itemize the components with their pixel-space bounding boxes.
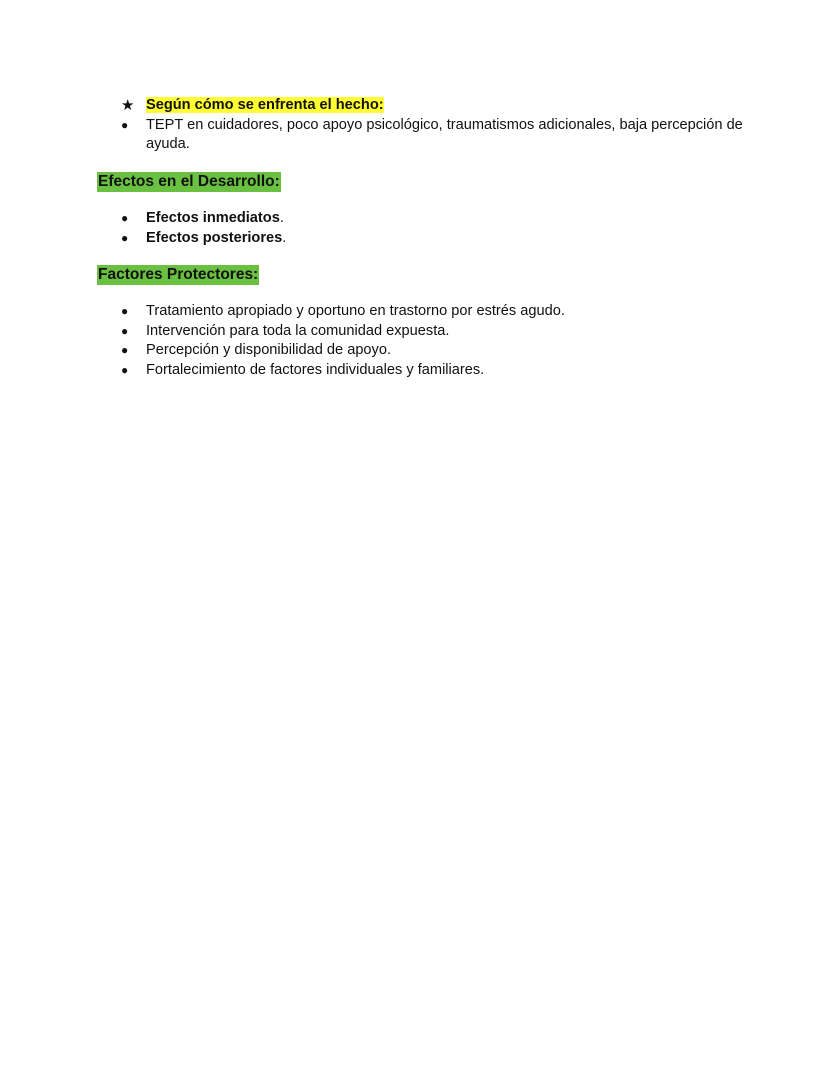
development-effects-list-wrap (97, 209, 767, 248)
bullet-icon: ● (121, 323, 129, 338)
protective-factors-list (97, 302, 767, 380)
development-effects-list (97, 209, 767, 248)
list-item-text: Tratamiento apropiado y oportuno en trastorno por estrés agudo. (146, 303, 565, 319)
bullet-icon: ● (121, 211, 129, 225)
list-item (97, 209, 767, 229)
list-item-bold: Efectos inmediatos (146, 210, 280, 226)
list-item-text: Intervención para toda la comunidad expuesta. (146, 322, 450, 339)
list-item-text: TEPT en cuidadores, poco apoyo psicológico, traumatismos adicionales, baja percepción de ayuda. (146, 116, 743, 152)
bullet-icon: ● (121, 343, 129, 357)
list-item (97, 361, 767, 381)
section-heading: Factores Protectores: (98, 266, 259, 283)
list-item-star (97, 96, 767, 116)
bullet-icon: ● (121, 304, 129, 318)
list-item (97, 302, 767, 322)
star-icon: ★ (121, 97, 135, 114)
star-item-label: Según cómo se enfrenta el hecho: (146, 97, 384, 113)
protective-factors-list-wrap (97, 302, 767, 380)
section-coping (97, 96, 767, 155)
list-item (97, 116, 767, 155)
list-item-bold: Efectos posteriores (146, 229, 283, 246)
coping-list (97, 96, 767, 155)
section-development-effects (97, 172, 767, 192)
list-item-tail: . (282, 229, 287, 246)
list-item-text: Percepción y disponibilidad de apoyo. (146, 342, 392, 358)
list-item-tail: . (279, 210, 284, 226)
bullet-icon: ● (121, 230, 129, 245)
section-protective-factors (97, 265, 767, 285)
bullet-icon: ● (121, 362, 129, 377)
list-item (97, 341, 767, 361)
section-heading: Efectos en el Desarrollo: (98, 173, 280, 190)
list-item (97, 322, 767, 342)
list-item (97, 229, 767, 249)
bullet-icon: ● (121, 117, 129, 132)
list-item-text: Fortalecimiento de factores individuales y familiares. (146, 361, 485, 378)
